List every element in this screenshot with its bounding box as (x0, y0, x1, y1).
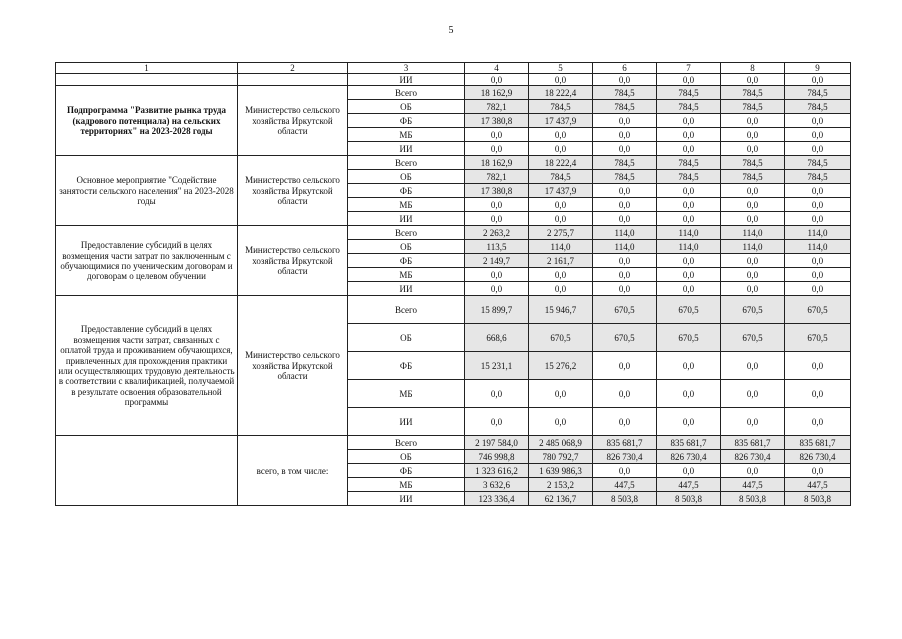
value-cell: 784,5 (721, 170, 785, 184)
value-cell: 8 503,8 (593, 492, 657, 506)
funding-source-cell: ИИ (348, 74, 465, 86)
table-row (56, 436, 851, 450)
value-cell: 0,0 (721, 184, 785, 198)
funding-source-cell: ИИ (348, 212, 465, 226)
program-name-cell: Подпрограмма "Развитие рынка труда (кадрового потенциала) на сельских территориях" на 2023-2028 годы (56, 86, 238, 156)
value-cell: 835 681,7 (785, 436, 851, 450)
value-cell: 0,0 (657, 184, 721, 198)
value-cell: 0,0 (593, 212, 657, 226)
value-cell: 0,0 (721, 114, 785, 128)
value-cell: 15 946,7 (529, 296, 593, 324)
value-cell: 447,5 (593, 478, 657, 492)
table-row (56, 74, 851, 86)
value-cell: 0,0 (785, 184, 851, 198)
value-cell: 0,0 (657, 114, 721, 128)
value-cell: 0,0 (465, 142, 529, 156)
value-cell: 0,0 (593, 268, 657, 282)
responsible-cell: Министерство сельского хозяйства Иркутской области (238, 226, 348, 296)
value-cell: 0,0 (657, 282, 721, 296)
value-cell: 0,0 (721, 380, 785, 408)
value-cell: 0,0 (657, 142, 721, 156)
value-cell: 8 503,8 (785, 492, 851, 506)
value-cell: 780 792,7 (529, 450, 593, 464)
value-cell: 0,0 (593, 198, 657, 212)
value-cell: 0,0 (593, 74, 657, 86)
value-cell: 114,0 (721, 240, 785, 254)
value-cell: 0,0 (785, 114, 851, 128)
value-cell: 0,0 (529, 142, 593, 156)
value-cell: 0,0 (593, 142, 657, 156)
value-cell: 8 503,8 (657, 492, 721, 506)
value-cell: 0,0 (593, 128, 657, 142)
value-cell: 0,0 (785, 128, 851, 142)
value-cell: 0,0 (593, 114, 657, 128)
value-cell: 2 197 584,0 (465, 436, 529, 450)
value-cell: 0,0 (529, 380, 593, 408)
column-header: 9 (785, 63, 851, 74)
value-cell: 0,0 (465, 380, 529, 408)
value-cell: 0,0 (465, 282, 529, 296)
funding-source-cell: МБ (348, 198, 465, 212)
column-header: 2 (238, 63, 348, 74)
value-cell: 2 149,7 (465, 254, 529, 268)
value-cell: 114,0 (657, 240, 721, 254)
value-cell: 670,5 (785, 296, 851, 324)
value-cell: 0,0 (657, 352, 721, 380)
funding-source-cell: Всего (348, 86, 465, 100)
funding-source-cell: МБ (348, 380, 465, 408)
value-cell: 826 730,4 (593, 450, 657, 464)
value-cell: 0,0 (657, 254, 721, 268)
value-cell: 782,1 (465, 100, 529, 114)
value-cell: 0,0 (721, 198, 785, 212)
value-cell: 835 681,7 (721, 436, 785, 450)
responsible-cell (238, 74, 348, 86)
value-cell: 746 998,8 (465, 450, 529, 464)
value-cell: 2 161,7 (529, 254, 593, 268)
value-cell: 670,5 (657, 296, 721, 324)
value-cell: 0,0 (529, 128, 593, 142)
value-cell: 17 380,8 (465, 184, 529, 198)
funding-source-cell: ОБ (348, 324, 465, 352)
value-cell: 784,5 (721, 100, 785, 114)
funding-source-cell: ОБ (348, 450, 465, 464)
program-name-cell (56, 74, 238, 86)
value-cell: 2 485 068,9 (529, 436, 593, 450)
value-cell: 1 639 986,3 (529, 464, 593, 478)
value-cell: 0,0 (657, 74, 721, 86)
value-cell: 826 730,4 (721, 450, 785, 464)
responsible-cell: Министерство сельского хозяйства Иркутской области (238, 156, 348, 226)
responsible-cell: всего, в том числе: (238, 436, 348, 506)
value-cell: 1 323 616,2 (465, 464, 529, 478)
value-cell: 0,0 (785, 142, 851, 156)
funding-source-cell: ФБ (348, 464, 465, 478)
funding-source-cell: МБ (348, 128, 465, 142)
table-row (56, 156, 851, 170)
value-cell: 835 681,7 (593, 436, 657, 450)
value-cell: 0,0 (529, 198, 593, 212)
value-cell: 0,0 (785, 198, 851, 212)
value-cell: 784,5 (657, 170, 721, 184)
program-name-cell: Основное мероприятие "Содействие занятости сельского населения" на 2023-2028 годы (56, 156, 238, 226)
value-cell: 17 437,9 (529, 114, 593, 128)
value-cell: 0,0 (721, 254, 785, 268)
funding-source-cell: Всего (348, 156, 465, 170)
funding-source-cell: ОБ (348, 100, 465, 114)
funding-source-cell: ИИ (348, 492, 465, 506)
table-row (56, 86, 851, 100)
value-cell: 784,5 (785, 86, 851, 100)
value-cell: 18 162,9 (465, 156, 529, 170)
value-cell: 0,0 (593, 408, 657, 436)
value-cell: 0,0 (785, 352, 851, 380)
value-cell: 114,0 (529, 240, 593, 254)
value-cell: 784,5 (529, 100, 593, 114)
value-cell: 670,5 (721, 324, 785, 352)
value-cell: 447,5 (657, 478, 721, 492)
value-cell: 670,5 (593, 324, 657, 352)
value-cell: 114,0 (785, 240, 851, 254)
program-name-cell: Предоставление субсидий в целях возмещения части затрат, связанных с оплатой труда и проживанием обучающихся, привлеченных для прохождения практики или осуществляющих трудовую деятельность в соответствии с квалификацией, получаемой в результате освоения образовательной программы (56, 296, 238, 436)
value-cell: 0,0 (785, 408, 851, 436)
table-row (56, 226, 851, 240)
value-cell: 0,0 (721, 282, 785, 296)
value-cell: 0,0 (529, 74, 593, 86)
value-cell: 0,0 (785, 268, 851, 282)
value-cell: 2 275,7 (529, 226, 593, 240)
funding-source-cell: МБ (348, 478, 465, 492)
value-cell: 0,0 (657, 128, 721, 142)
value-cell: 0,0 (593, 184, 657, 198)
value-cell: 670,5 (657, 324, 721, 352)
value-cell: 0,0 (657, 212, 721, 226)
value-cell: 0,0 (529, 212, 593, 226)
responsible-cell: Министерство сельского хозяйства Иркутской области (238, 296, 348, 436)
value-cell: 0,0 (465, 198, 529, 212)
value-cell: 826 730,4 (785, 450, 851, 464)
value-cell: 0,0 (529, 282, 593, 296)
funding-source-cell: ИИ (348, 142, 465, 156)
value-cell: 0,0 (657, 268, 721, 282)
value-cell: 0,0 (465, 74, 529, 86)
value-cell: 114,0 (657, 226, 721, 240)
value-cell: 0,0 (721, 128, 785, 142)
value-cell: 670,5 (785, 324, 851, 352)
value-cell: 784,5 (593, 86, 657, 100)
value-cell: 123 336,4 (465, 492, 529, 506)
value-cell: 0,0 (593, 464, 657, 478)
value-cell: 782,1 (465, 170, 529, 184)
value-cell: 0,0 (465, 128, 529, 142)
value-cell: 784,5 (593, 170, 657, 184)
value-cell: 18 222,4 (529, 156, 593, 170)
column-header: 8 (721, 63, 785, 74)
value-cell: 0,0 (465, 268, 529, 282)
funding-source-cell: МБ (348, 268, 465, 282)
value-cell: 0,0 (657, 380, 721, 408)
value-cell: 0,0 (785, 380, 851, 408)
funding-source-cell: ФБ (348, 184, 465, 198)
value-cell: 784,5 (657, 156, 721, 170)
funding-source-cell: Всего (348, 296, 465, 324)
value-cell: 668,6 (465, 324, 529, 352)
value-cell: 0,0 (465, 408, 529, 436)
column-header-row (56, 63, 851, 74)
value-cell: 0,0 (593, 282, 657, 296)
funding-source-cell: ОБ (348, 240, 465, 254)
value-cell: 784,5 (785, 100, 851, 114)
value-cell: 17 437,9 (529, 184, 593, 198)
value-cell: 0,0 (721, 142, 785, 156)
funding-source-cell: ФБ (348, 352, 465, 380)
value-cell: 670,5 (721, 296, 785, 324)
value-cell: 784,5 (657, 100, 721, 114)
column-header: 5 (529, 63, 593, 74)
table-row (56, 296, 851, 324)
value-cell: 447,5 (785, 478, 851, 492)
value-cell: 784,5 (785, 170, 851, 184)
column-header: 4 (465, 63, 529, 74)
value-cell: 0,0 (465, 212, 529, 226)
value-cell: 0,0 (721, 74, 785, 86)
value-cell: 784,5 (721, 156, 785, 170)
value-cell: 15 276,2 (529, 352, 593, 380)
value-cell: 114,0 (593, 240, 657, 254)
value-cell: 447,5 (721, 478, 785, 492)
funding-source-cell: ФБ (348, 114, 465, 128)
value-cell: 784,5 (721, 86, 785, 100)
program-name-cell: Предоставление субсидий в целях возмещения части затрат по заключенным с обучающимися по ученическим договорам и договорам о целевом обучении (56, 226, 238, 296)
value-cell: 114,0 (721, 226, 785, 240)
value-cell: 0,0 (657, 408, 721, 436)
value-cell: 784,5 (529, 170, 593, 184)
value-cell: 113,5 (465, 240, 529, 254)
value-cell: 0,0 (593, 380, 657, 408)
value-cell: 18 222,4 (529, 86, 593, 100)
value-cell: 15 231,1 (465, 352, 529, 380)
funding-source-cell: ФБ (348, 254, 465, 268)
column-header: 6 (593, 63, 657, 74)
column-header: 3 (348, 63, 465, 74)
value-cell: 114,0 (785, 226, 851, 240)
value-cell: 0,0 (721, 408, 785, 436)
funding-source-cell: Всего (348, 436, 465, 450)
value-cell: 0,0 (721, 212, 785, 226)
value-cell: 0,0 (721, 464, 785, 478)
funding-source-cell: Всего (348, 226, 465, 240)
value-cell: 0,0 (785, 282, 851, 296)
value-cell: 670,5 (593, 296, 657, 324)
value-cell: 15 899,7 (465, 296, 529, 324)
value-cell: 0,0 (785, 254, 851, 268)
responsible-cell: Министерство сельского хозяйства Иркутской области (238, 86, 348, 156)
value-cell: 3 632,6 (465, 478, 529, 492)
value-cell: 0,0 (657, 198, 721, 212)
value-cell: 0,0 (529, 268, 593, 282)
program-name-cell (56, 436, 238, 506)
value-cell: 0,0 (593, 352, 657, 380)
value-cell: 0,0 (785, 74, 851, 86)
value-cell: 784,5 (593, 100, 657, 114)
value-cell: 0,0 (785, 212, 851, 226)
value-cell: 17 380,8 (465, 114, 529, 128)
value-cell: 8 503,8 (721, 492, 785, 506)
value-cell: 18 162,9 (465, 86, 529, 100)
value-cell: 826 730,4 (657, 450, 721, 464)
value-cell: 784,5 (785, 156, 851, 170)
table-body (56, 63, 851, 506)
value-cell: 0,0 (529, 408, 593, 436)
value-cell: 2 263,2 (465, 226, 529, 240)
value-cell: 0,0 (593, 254, 657, 268)
value-cell: 835 681,7 (657, 436, 721, 450)
budget-table (55, 62, 851, 506)
column-header: 7 (657, 63, 721, 74)
value-cell: 0,0 (785, 464, 851, 478)
funding-source-cell: ОБ (348, 170, 465, 184)
column-header: 1 (56, 63, 238, 74)
value-cell: 0,0 (721, 352, 785, 380)
value-cell: 784,5 (593, 156, 657, 170)
funding-source-cell: ИИ (348, 408, 465, 436)
value-cell: 784,5 (657, 86, 721, 100)
value-cell: 2 153,2 (529, 478, 593, 492)
value-cell: 670,5 (529, 324, 593, 352)
value-cell: 62 136,7 (529, 492, 593, 506)
value-cell: 114,0 (593, 226, 657, 240)
value-cell: 0,0 (721, 268, 785, 282)
funding-source-cell: ИИ (348, 282, 465, 296)
page-number: 5 (448, 25, 454, 36)
value-cell: 0,0 (657, 464, 721, 478)
